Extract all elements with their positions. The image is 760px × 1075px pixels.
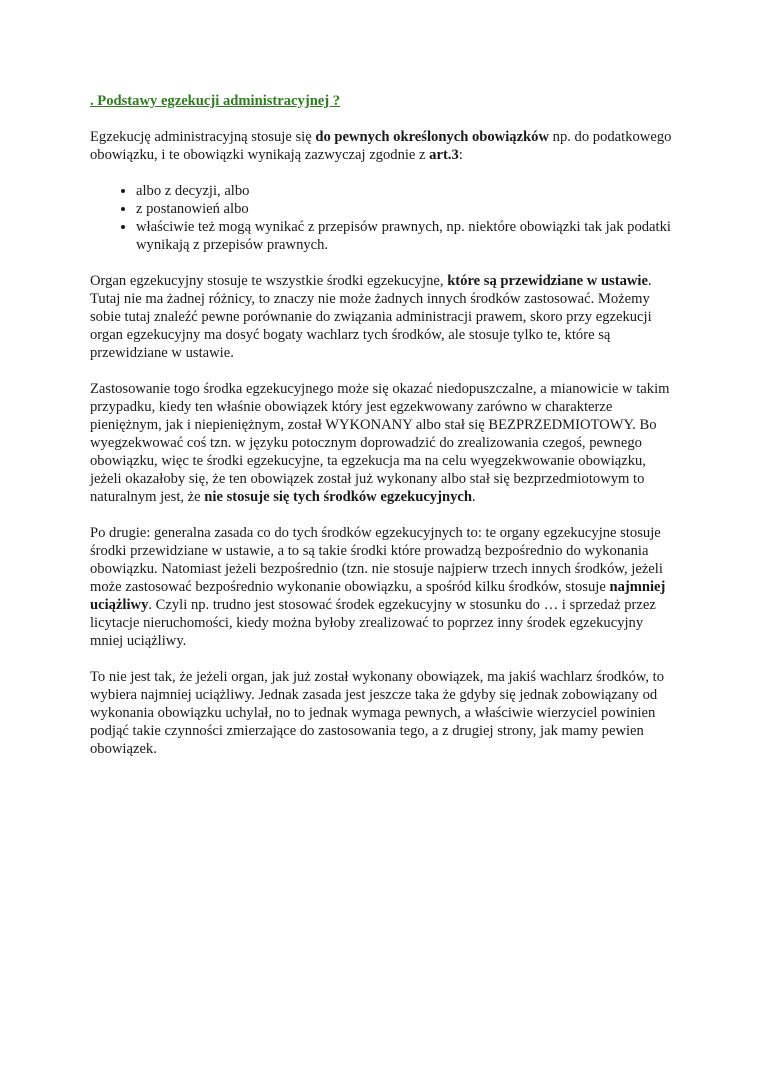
document-page	[90, 92, 675, 776]
organ-text-c: . Tutaj nie ma żadnej różnicy, to znaczy nie może żadnych innych środków zastosować. Możemy sobie tutaj znaleźć pewne porównanie do związania administracji prawem, skoro przy egzekucji organ egzekucyjny ma dosyć bogaty wachlarz tych środków, ale stosuje tylko te, które są przewidziane w ustawie.	[90, 273, 652, 361]
paragraph-organ	[90, 272, 675, 362]
intro-text-e: :	[458, 147, 463, 163]
organ-bold-statute: które są przewidziane w ustawie	[447, 273, 648, 289]
second-text-a: Po drugie: generalna zasada co do tych środków egzekucyjnych to: te organy egzekucyjne stosuje środki przewidziane w ustawie, a to są takie środki które prowadzą bezpośrednio do wykonania obowiązku. Natomiast jeżeli bezpośrednio (tzn. nie stosuje najpierw trzech innych środków, jeżeli może zastosować bezpośrednio wykonanie obowiązku, a spośród kilku środków, stosuje	[90, 525, 663, 595]
second-bold-least-burdensome: najmniej uciążliwy	[90, 579, 666, 613]
second-text-c: . Czyli np. trudno jest stosować środek egzekucyjny w stosunku do … i sprzedaż przez licytacje nieruchomości, kiedy można byłoby zrealizować to poprzez inny środek egzekucyjny mniej uciążliwy.	[90, 597, 656, 649]
paragraph-inadmissible	[90, 380, 675, 506]
list-item: • właściwie też mogą wynikać z przepisów prawnych, np. niektóre obowiązki tak jak podatki wynikają z przepisów prawnych.	[136, 218, 675, 254]
sources-list	[90, 182, 675, 254]
intro-bold-article: art.3	[429, 147, 459, 163]
paragraph-final: To nie jest tak, że jeżeli organ, jak już został wykonany obowiązek, ma jakiś wachlarz środków, to wybiera najmniej uciążliwy. Jednak zasada jest jeszcze taka że gdyby się jednak zobowiązany od wykonania obowiązku uchylał, no to jednak wymaga pewnych, a właściwie wierzyciel powinien podjąć takie czynności zmierzające do zastosowania tego, a z drugiej strony, jak mamy pewien obowiązek.	[90, 669, 665, 757]
list-item: • albo z decyzji, albo	[136, 182, 675, 200]
intro-text-a: Egzekucję administracyjną stosuje się	[90, 129, 316, 145]
inadmissible-bold: nie stosuje się tych środków egzekucyjnych	[204, 489, 472, 505]
list-item: • z postanowień albo	[136, 200, 675, 218]
inadmissible-text-a: Zastosowanie togo środka egzekucyjnego może się okazać niedopuszczalne, a mianowicie w takim przypadku, kiedy ten właśnie obowiązek który jest egzekwowany zarówno w charakterze pieniężnym, jak i niepieniężnym, został WYKONANY albo stał się BEZPRZEDMIOTOWY. Bo wyegzekwować coś tzn. w języku potocznym doprowadzić do zrealizowania czegoś, pewnego obowiązku, więc te środki egzekucyjne, ta egzekucja ma na celu wyegzekwowanie obowiązku, jeżeli okazałoby się, że ten obowiązek został już wykonany albo stał się bezprzedmiotowym to naturalnym jest, że	[90, 381, 670, 505]
inadmissible-text-c: .	[471, 489, 476, 505]
section-heading: . Podstawy egzekucji administracyjnej ?	[90, 93, 341, 109]
intro-text-c: np. do podatkowego obowiązku, i te obowiązki wynikają zazwyczaj zgodnie z	[90, 129, 672, 163]
intro-bold-obligations: do pewnych określonych obowiązków	[315, 129, 549, 145]
paragraph-intro	[90, 128, 675, 164]
paragraph-second	[90, 524, 675, 650]
organ-text-a: Organ egzekucyjny stosuje te wszystkie środki egzekucyjne,	[90, 273, 448, 289]
